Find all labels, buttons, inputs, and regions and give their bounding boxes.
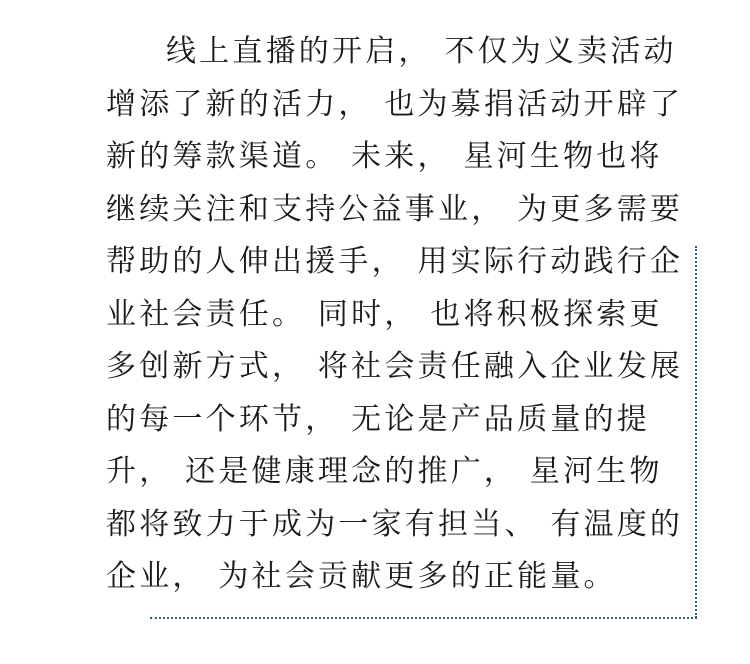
paragraph-line: 业社会责任。 同时， 也将积极探索更 bbox=[106, 296, 663, 332]
paragraph-line: 帮助的人伸出援手， 用实际行动践行企 bbox=[106, 244, 684, 279]
article-body bbox=[106, 26, 684, 604]
paragraph-line: 继续关注和支持公益事业， 为更多需要 bbox=[106, 191, 684, 227]
decorative-frame-right-border bbox=[695, 246, 697, 618]
paragraph-line: 增添了新的活力， 也为募捐活动开辟了 bbox=[106, 86, 684, 122]
paragraph-line: 多创新方式， 将社会责任融入企业发展 bbox=[106, 349, 684, 384]
paragraph-line: 都将致力于成为一家有担当、 有温度的 bbox=[106, 506, 684, 542]
paragraph-line: 企业， 为社会贡献更多的正能量。 bbox=[106, 559, 617, 594]
paragraph-line: 新的筹款渠道。 未来， 星河生物也将 bbox=[106, 139, 663, 174]
decorative-frame-bottom-border bbox=[150, 617, 697, 619]
paragraph-line: 的每一个环节， 无论是产品质量的提 bbox=[106, 401, 650, 437]
paragraph-line: 线上直播的开启， 不仅为义卖活动 bbox=[166, 34, 677, 69]
paragraph-line: 升， 还是健康理念的推广， 星河生物 bbox=[106, 454, 663, 489]
